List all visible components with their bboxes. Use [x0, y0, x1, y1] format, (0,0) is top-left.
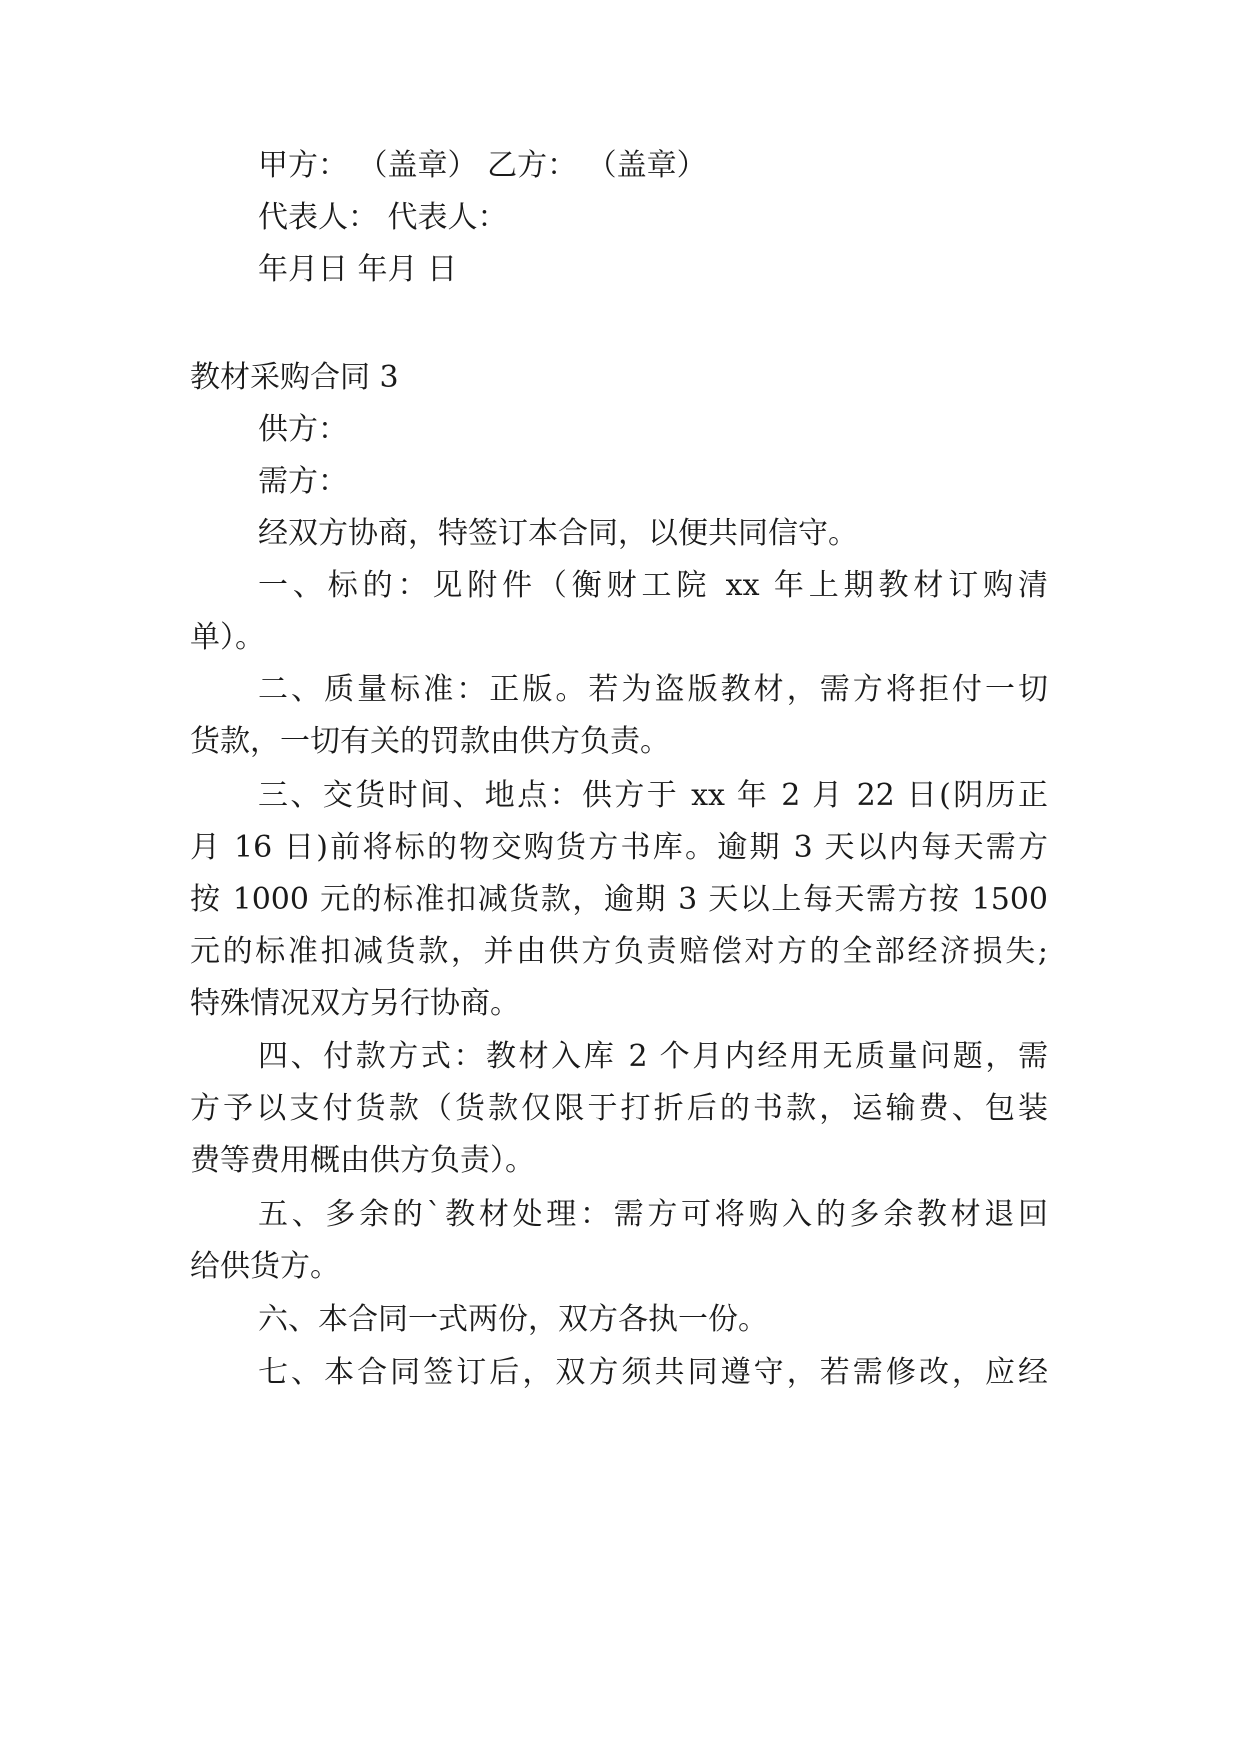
clause-5-line-2: 给供货方。 — [190, 1249, 340, 1284]
clause-3-line-2: 月 16 日)前将标的物交购货方书库。逾期 3 天以内每天需方 — [190, 830, 1048, 865]
buyer-line: 需方： — [258, 464, 348, 499]
signature-date-line: 年月日 年月 日 — [258, 252, 458, 287]
contract-title: 教材采购合同 3 — [190, 360, 399, 395]
supplier-line: 供方： — [258, 412, 348, 447]
signature-representative-line: 代表人： 代表人： — [258, 200, 508, 235]
clause-3-line-4: 元的标准扣减货款，并由供方负责赔偿对方的全部经济损失; — [190, 934, 1048, 969]
clause-4-line-3: 费等费用概由供方负责）。 — [190, 1143, 535, 1178]
clause-4-line-1: 四、付款方式：教材入库 2 个月内经用无质量问题，需 — [258, 1039, 1048, 1074]
clause-2-line-2: 货款，一切有关的罚款由供方负责。 — [190, 724, 670, 759]
clause-7-line-1: 七、本合同签订后，双方须共同遵守，若需修改，应经 — [258, 1355, 1048, 1390]
clause-1-line-2: 单）。 — [190, 620, 265, 655]
clause-4-line-2: 方予以支付货款（货款仅限于打折后的书款，运输费、包装 — [190, 1091, 1048, 1126]
clause-5-line-1: 五、多余的`教材处理：需方可将购入的多余教材退回 — [258, 1197, 1048, 1232]
clause-1-line-1: 一、标的：见附件（衡财工院 xx 年上期教材订购清 — [258, 568, 1048, 603]
clause-6: 六、本合同一式两份，双方各执一份。 — [258, 1302, 768, 1337]
preamble: 经双方协商，特签订本合同，以便共同信守。 — [258, 516, 858, 551]
signature-party-line: 甲方： （盖章） 乙方： （盖章） — [258, 148, 707, 183]
clause-3-line-5: 特殊情况双方另行协商。 — [190, 986, 520, 1021]
clause-2-line-1: 二、质量标准：正版。若为盗版教材，需方将拒付一切 — [258, 672, 1048, 707]
clause-3-line-3: 按 1000 元的标准扣减货款，逾期 3 天以上每天需方按 1500 — [190, 882, 1048, 917]
clause-3-line-1: 三、交货时间、地点：供方于 xx 年 2 月 22 日(阴历正 — [258, 778, 1048, 813]
